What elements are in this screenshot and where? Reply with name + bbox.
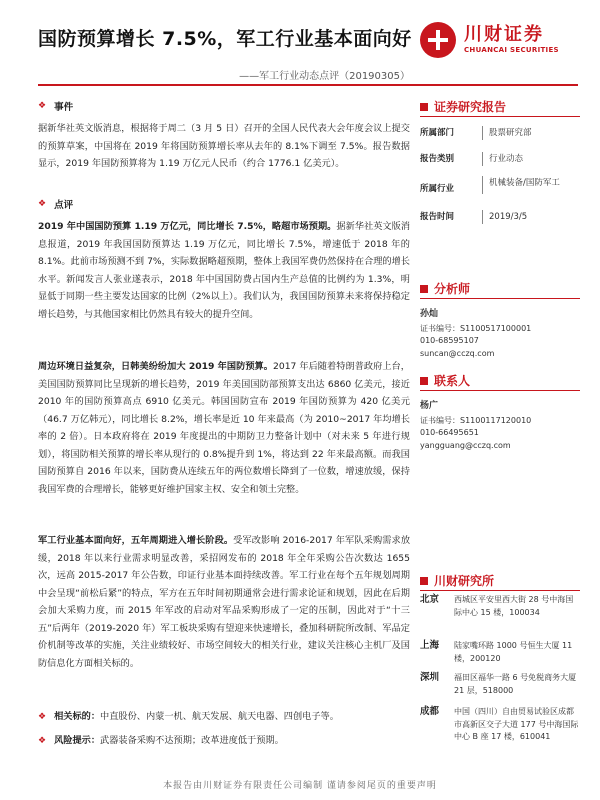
office-city: 成都 bbox=[420, 706, 440, 717]
event-paragraph: 据新华社英文版消息，根据将于周二（3 月 5 日）召开的全国人民代表大会年度会议上提交的预算草案，中国将在 2019 年将国防预算增长率从去年的 8.1%下调至 7.5%。报告数据显示，2019 年国防预算将为 1.19 万亿元人民币（约合 1776.1 亿美元）。 bbox=[38, 123, 410, 169]
info-key: 报告时间 bbox=[420, 212, 455, 222]
institute-divider bbox=[420, 590, 580, 591]
event-heading-label: 事件 bbox=[54, 102, 74, 113]
paragraph-fundamentals bbox=[38, 532, 410, 672]
info-key: 报告类别 bbox=[420, 154, 455, 164]
analyst-name: 孙灿 bbox=[420, 309, 439, 319]
office-city: 深圳 bbox=[420, 672, 440, 683]
contact-heading bbox=[420, 372, 580, 389]
related-targets bbox=[38, 708, 410, 727]
risk-label: 风险提示： bbox=[54, 735, 101, 746]
office-shenzhen bbox=[420, 672, 580, 697]
square-bullet-icon bbox=[420, 577, 428, 585]
contact-cert: 证书编号：S1100117120010 bbox=[420, 415, 532, 425]
paragraph-budget-text: 据新华社英文版消息报道，2019 年我国国防预算达 1.19 万亿元，同比增长 7.5%，增速低于 2018 年的 8.1%。此前市场预测不到 7%，实际数据略超预期，整体上我国军费仍然保持在合理的增长水平。新闻发言人张业遂表示，2018 年中国国防费占国内生产总值的比例约为 1.3%，明显低于同期一些主要发达国家的比例（2%以上）。我们认为，我国国防预算未来将保持稳定增长趋势，与其他国家相比仍然具有较大的提升空间。 bbox=[38, 221, 411, 320]
office-address: 福田区福华一路 6 号免税商务大厦 21 层，518000 bbox=[454, 673, 577, 695]
risk-warning bbox=[38, 732, 410, 751]
report-info-divider bbox=[420, 116, 580, 117]
office-chengdu bbox=[420, 706, 580, 744]
paragraph-environment-text: 2017 年后随着特朗普政府上台，美国国防预算同比呈现新的增长趋势，2019 年美国国防部预算支出达 6860 亿美元，接近 2010 年的国防预算高点 6910 亿美元。韩国国防宣布 2019 年国防预算为 420 亿美元（46.7 万亿韩元），同比增长 8.2%，增长率是近 10 年来最高（为 2010~2017 年均增长率的 2 倍）。日本政府将在 2019 年度提出的中期防卫力整备计划中（对未来 5 年进行规划），将国防相关预算的增长率从现行的 0.8%提升到 1%，将达到 22 年来最高额。而我国国防预算自 2016 年以来，国防费从连续五年的两位数增长降到了一位数，增速放缓，保持我国军费的合理增长，能够更好维护国家主权、安全和领土完整。 bbox=[38, 361, 410, 495]
analyst-cert: 证书编号：S1100517100001 bbox=[420, 323, 532, 333]
institute-heading-label: 川财研究所 bbox=[434, 574, 495, 588]
logo-en-text: CHUANCAI SECURITIES bbox=[464, 46, 559, 54]
contact-heading-label: 联系人 bbox=[434, 374, 471, 388]
analyst-card bbox=[420, 308, 580, 360]
info-key: 所属部门 bbox=[420, 128, 455, 138]
paragraph-fundamentals-text: 受军改影响 2016-2017 年军队采购需求放缓，2018 年以来行业需求明显改善，采招网发布的 2018 年全年采购公告次数达 1655 次，远高 2015-2017 年公告数，印证行业基本面持续改善。军工行业在每个五年规划周期中会呈现“前松后紧”的特点，军方在五年时间初期通常会进行需求论证和规划，因此在后期会加大采购力度，而 2015 年军改的启动对军品采购形成了一定的压制，因此对于“十三五”后两年（2019-2020 年）军工板块采购有望迎来快速增长，叠加科研院所改制、军品定价机制等改革的实施，关注业绩较好、市场空间较大的相关行业，建议关注核心主机厂及国防信息化方面相关标的。 bbox=[38, 535, 411, 669]
diamond-bullet-icon: ❖ bbox=[38, 199, 47, 209]
office-address: 中国（四川）自由贸易试验区成都市高新区交子大道 177 号中海国际中心 B 座 17 楼，610041 bbox=[454, 707, 579, 741]
contact-name: 杨广 bbox=[420, 401, 439, 411]
contact-card bbox=[420, 400, 580, 452]
company-logo bbox=[420, 18, 580, 64]
square-bullet-icon bbox=[420, 285, 428, 293]
paragraph-environment-lead: 周边环境日益复杂，日韩美纷纷加大 2019 年国防预算。 bbox=[38, 361, 273, 372]
targets-label: 相关标的： bbox=[54, 711, 101, 722]
paragraph-environment bbox=[38, 358, 410, 498]
info-value: 行业动态 bbox=[482, 152, 580, 166]
header-divider bbox=[38, 84, 578, 86]
office-beijing bbox=[420, 594, 580, 619]
diamond-bullet-icon: ❖ bbox=[38, 101, 47, 111]
office-address: 西城区平安里西大街 28 号中海国际中心 15 楼，100034 bbox=[454, 595, 574, 617]
report-title: 国防预算增长 7.5%，军工行业基本面向好 bbox=[38, 28, 412, 50]
info-value: 2019/3/5 bbox=[482, 210, 580, 224]
page-footer: 本报告由川财证券有限责任公司编制 谨请参阅尾页的重要声明 bbox=[163, 781, 437, 791]
info-row-category bbox=[420, 152, 580, 166]
office-city: 上海 bbox=[420, 640, 440, 651]
comment-heading bbox=[38, 194, 73, 214]
paragraph-budget bbox=[38, 218, 410, 323]
logo-cn-text: 川财证券 bbox=[464, 24, 544, 45]
risk-text: 武器装备采购不达预期；改革进度低于预期。 bbox=[100, 735, 284, 746]
analyst-heading bbox=[420, 280, 580, 297]
event-heading bbox=[38, 96, 73, 116]
office-address: 陆家嘴环路 1000 号恒生大厦 11 楼，200120 bbox=[454, 641, 573, 663]
diamond-bullet-icon: ❖ bbox=[38, 736, 47, 746]
office-city: 北京 bbox=[420, 594, 440, 605]
comment-heading-label: 点评 bbox=[54, 200, 74, 211]
info-value: 股票研究部 bbox=[482, 126, 580, 140]
report-info-heading bbox=[420, 98, 580, 115]
contact-divider bbox=[420, 390, 580, 391]
contact-email[interactable]: yangguang@cczq.com bbox=[420, 440, 511, 450]
info-row-industry bbox=[420, 176, 580, 194]
square-bullet-icon bbox=[420, 103, 428, 111]
analyst-heading-label: 分析师 bbox=[434, 282, 471, 296]
paragraph-budget-lead: 2019 年中国国防预算 1.19 万亿元，同比增长 7.5%，略超市场预期。 bbox=[38, 221, 337, 232]
square-bullet-icon bbox=[420, 377, 428, 385]
info-row-department bbox=[420, 126, 580, 140]
logo-mark-icon bbox=[420, 22, 456, 58]
contact-phone: 010-66495651 bbox=[420, 428, 479, 437]
office-shanghai bbox=[420, 640, 580, 665]
info-row-date bbox=[420, 210, 580, 224]
report-info-heading-label: 证券研究报告 bbox=[434, 100, 507, 114]
analyst-phone: 010-68595107 bbox=[420, 336, 479, 345]
targets-text: 中直股份、内蒙一机、航天发展、航天电器、四创电子等。 bbox=[100, 711, 339, 722]
diamond-bullet-icon: ❖ bbox=[38, 712, 47, 722]
info-key: 所属行业 bbox=[420, 184, 455, 194]
paragraph-fundamentals-lead: 军工行业基本面向好，五年周期进入增长阶段。 bbox=[38, 535, 234, 546]
report-header bbox=[0, 0, 600, 95]
institute-heading bbox=[420, 572, 580, 589]
analyst-email[interactable]: suncan@cczq.com bbox=[420, 348, 495, 358]
info-value: 机械装备/国防军工 bbox=[482, 176, 580, 194]
analyst-divider bbox=[420, 298, 580, 299]
report-subtitle: ——军工行业动态点评（20190305） bbox=[239, 71, 410, 82]
